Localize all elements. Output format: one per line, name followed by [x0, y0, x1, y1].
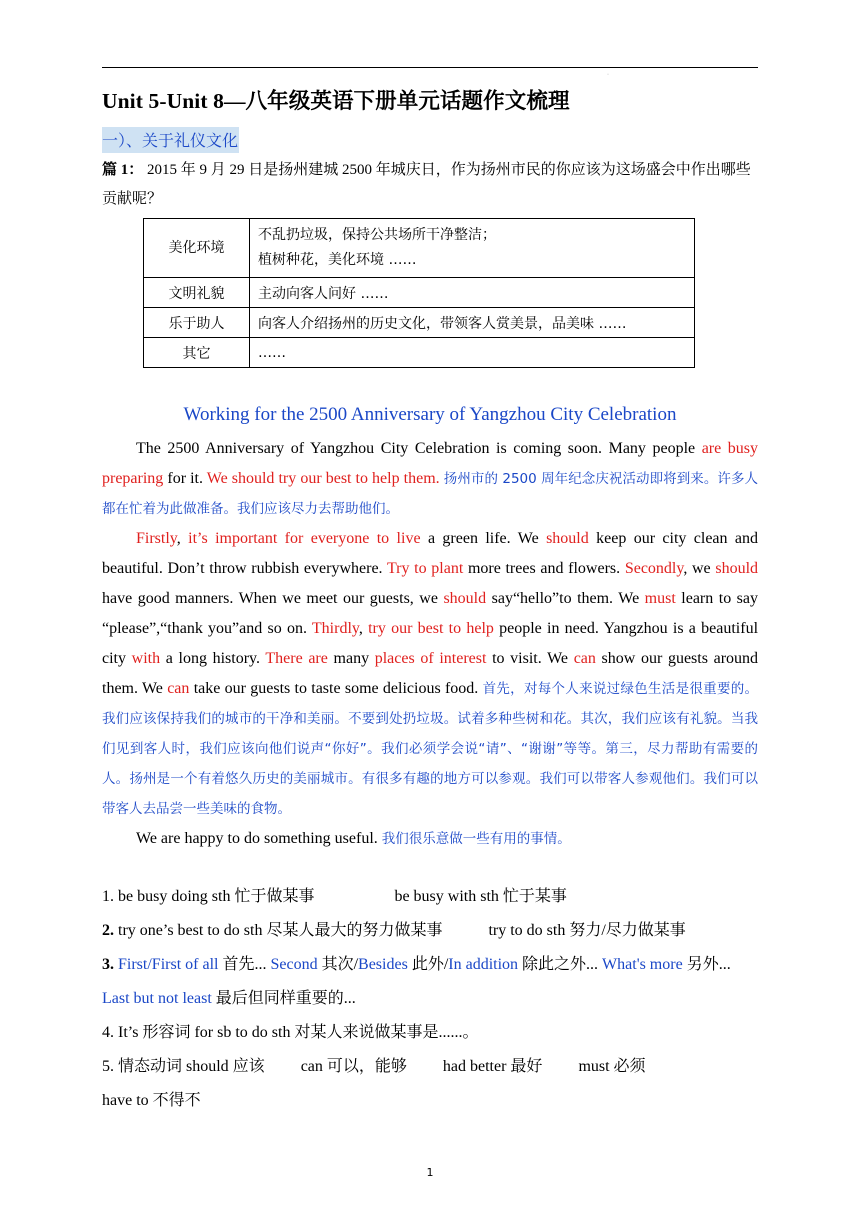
note-text: 1. be busy doing sth 忙于做某事	[102, 888, 315, 905]
prompt-text: 2015 年 9 月 29 日是扬州建城 2500 年城庆日，作为扬州市民的你应该为这场盛会中作出哪些贡献呢？	[102, 162, 751, 207]
text-run: can	[167, 680, 190, 697]
text-run: should	[546, 530, 589, 547]
essay-paragraph	[102, 434, 758, 524]
text-run: Second	[266, 956, 318, 973]
table-key: 其它	[144, 338, 250, 368]
notes-list	[102, 880, 758, 1118]
table-row	[144, 338, 695, 368]
text-run: take our guests to taste some delicious food.	[189, 680, 483, 697]
text-run: people in need. Yangzhou is a beautiful city	[102, 620, 759, 667]
text-run: show our guests around them. We	[102, 650, 759, 697]
text-run: for it.	[163, 470, 207, 487]
text-run: have good manners. When we meet our guests, we	[102, 590, 444, 607]
text-run: can	[573, 650, 596, 667]
text-run: The 2500 Anniversary of Yangzhou City Celebration is coming soon. Many people	[136, 440, 702, 457]
essay-body	[102, 434, 758, 854]
note-text: must 必须	[578, 1058, 646, 1075]
text-run: a long history.	[160, 650, 266, 667]
note-item: have to 不得不	[102, 1092, 201, 1109]
text-run: , we	[683, 560, 716, 577]
table-value: 向客人介绍扬州的历史文化，带领客人赏美景，品美味 ……	[250, 308, 695, 338]
text-run: 首先...	[218, 956, 267, 973]
text-run: In addition	[448, 956, 519, 973]
text-run: We are happy to do something useful.	[136, 830, 382, 847]
table-row	[144, 308, 695, 338]
note-number: 2.	[102, 922, 114, 939]
text-run: to visit. We	[486, 650, 574, 667]
table-key: 美化环境	[144, 219, 250, 278]
table-value-line: 植树种花，美化环境 ……	[258, 252, 417, 268]
essay-paragraph	[102, 524, 758, 824]
text-run: say“hello”to them. We	[486, 590, 645, 607]
essay-title: Working for the 2500 Anniversary of Yangzhou City Celebration	[183, 404, 677, 425]
table-value: ……	[250, 338, 695, 368]
note-item	[102, 914, 758, 948]
text-run: First/First of all	[114, 956, 219, 973]
text-run: many	[327, 650, 375, 667]
prompt-label: 篇 1：	[102, 162, 144, 178]
text-run: There are	[265, 650, 328, 667]
page-title: Unit 5-Unit 8—八年级英语下册单元话题作文梳理	[102, 89, 570, 113]
text-run: places of interest	[374, 650, 487, 667]
text-run: 此外/	[407, 956, 449, 973]
note-number: 3.	[102, 956, 114, 973]
section-heading: 一）、关于礼仪文化	[102, 127, 239, 153]
note-text	[102, 956, 731, 1007]
text-run: a green life. We	[420, 530, 547, 547]
note-item: 4. It’s 形容词 for sb to do sth 对某人来说做某事是......。	[102, 1024, 479, 1041]
table-value	[250, 219, 695, 278]
essay-paragraph	[102, 824, 758, 854]
text-run: learn to say “please”,“thank you”and so on.	[102, 590, 759, 637]
text-run: 另外...	[682, 956, 731, 973]
text-run: should	[715, 560, 759, 577]
writing-prompt	[102, 156, 758, 214]
text-run: Try to plant	[386, 560, 464, 577]
table-value-line: 不乱扔垃圾，保持公共场所干净整洁；	[258, 227, 496, 243]
text-run: 首先，对每个人来说过绿色生活是很重要的。我们应该保持我们的城市的干净和美丽。不要到处扔垃圾。试着多种些树和花。其次，我们应该有礼貌。当我们见到客人时，我们应该向他们说声“你好”。我们必须学会说“请”、“谢谢”等等。第三，尽力帮助有需要的人。扬州是一个有着悠久历史的美丽城市。有很多有趣的地方可以参观。我们可以带客人参观他们。我们可以带客人去品尝一些美味的食物。	[102, 681, 759, 817]
text-run: We should try our best to help them.	[206, 470, 440, 487]
text-run: 最后但同样重要的...	[211, 990, 356, 1007]
header-dot: ·	[607, 72, 609, 78]
text-run: must	[644, 590, 676, 607]
note-text: try one’s best to do sth 尽某人最大的努力做某事	[114, 922, 443, 939]
text-run: keep our city clean and beautiful. Don’t throw rubbish everywhere.	[102, 530, 759, 577]
table-row	[144, 278, 695, 308]
table-key: 文明礼貌	[144, 278, 250, 308]
text-run: Thirdly	[311, 620, 359, 637]
text-run: with	[131, 650, 161, 667]
table-row	[144, 219, 695, 278]
note-item	[102, 1050, 758, 1084]
note-text: 5. 情态动词 should 应该	[102, 1058, 265, 1075]
text-run: Firstly	[136, 530, 177, 547]
header-rule	[102, 67, 758, 68]
table-value: 主动向客人问好 ……	[250, 278, 695, 308]
text-run: ,	[176, 530, 189, 547]
text-run: should	[443, 590, 487, 607]
table-key: 乐于助人	[144, 308, 250, 338]
text-run: it’s important for everyone to live	[188, 530, 421, 547]
text-run: ,	[358, 620, 369, 637]
info-table	[143, 218, 695, 368]
text-run: Last but not least	[102, 990, 212, 1007]
text-run: 扬州市的 2500 周年纪念庆祝活动即将到来。许多人都在忙着为此做准备。我们应该尽力去帮助他们。	[102, 471, 759, 517]
text-run: more trees and flowers.	[463, 560, 625, 577]
text-run: 其次/	[317, 956, 359, 973]
note-text: be busy with sth 忙于某事	[394, 888, 567, 905]
text-run: are busy preparing	[102, 440, 758, 487]
text-run: 我们很乐意做一些有用的事情。	[381, 831, 571, 847]
text-run: 除此之外...	[518, 956, 599, 973]
note-item	[102, 880, 758, 914]
note-text: had better 最好	[442, 1058, 543, 1075]
text-run: What's more	[598, 956, 683, 973]
note-text: try to do sth 努力/尽力做某事	[488, 922, 686, 939]
text-run: Secondly	[624, 560, 684, 577]
text-run: Besides	[358, 956, 408, 973]
note-text: can 可以，能够	[300, 1058, 407, 1075]
text-run: try our best to help	[368, 620, 494, 637]
page-number: 1	[426, 1166, 434, 1179]
note-item	[102, 948, 758, 1016]
